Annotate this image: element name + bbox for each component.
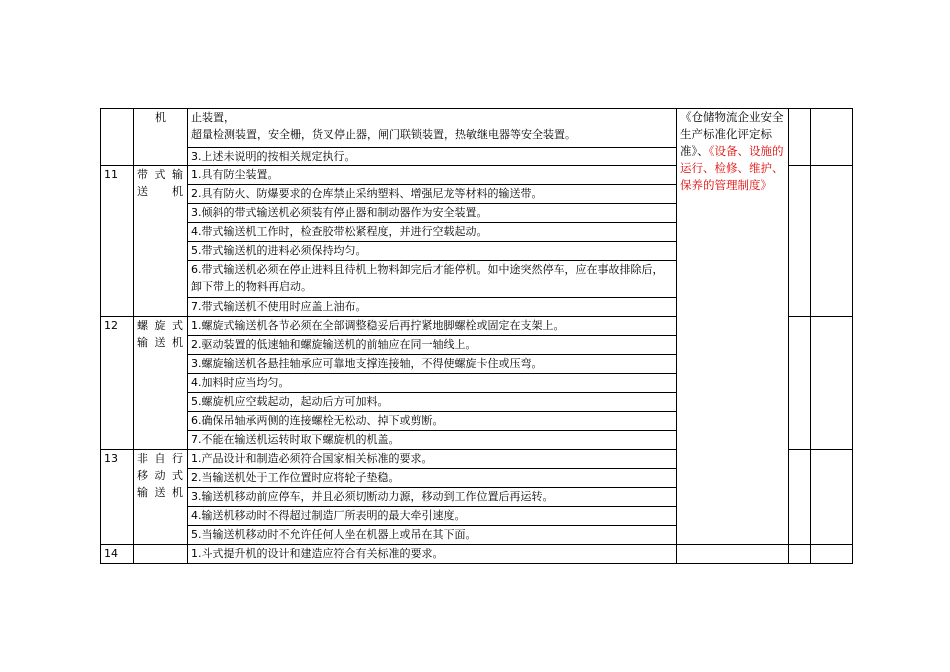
requirement-item: 2.当输送机处于工作位置时应将轮子垫稳。 [188, 469, 677, 488]
table-row [101, 545, 853, 564]
reference-management-system: 《设备、设施的运行、检修、维护、保养的管理制度》 [680, 144, 784, 192]
requirement-item: 3.上述未说明的按相关规定执行。 [188, 148, 677, 166]
requirement-item: 4.带式输送机工作时，检查胶带松紧程度，并进行空载起动。 [188, 223, 677, 242]
equipment-name-cell [134, 545, 188, 564]
requirement-item: 1.具有防尘装置。 [188, 166, 677, 185]
equipment-name-cell [134, 166, 188, 317]
row-number-cell: 12 [101, 317, 134, 450]
requirement-item: 1.斗式提升机的设计和建造应符合有关标准的要求。 [188, 545, 677, 564]
requirement-item: 6.确保吊轴承两侧的连接螺栓无松动、掉下或剪断。 [188, 412, 677, 431]
requirement-item: 1.产品设计和制造必须符合国家相关标准的要求。 [188, 450, 677, 469]
blank-remark-cell [811, 166, 853, 317]
blank-check-cell [789, 545, 811, 564]
equipment-name: 带式输送机 [137, 168, 184, 198]
requirement-item: 4.输送机移动时不得超过制造厂所表明的最大牵引速度。 [188, 507, 677, 526]
blank-check-cell [789, 166, 811, 317]
requirement-item: 止装置， 超量检测装置，安全栅，货叉停止器，闸门联锁装置，热敏继电器等安全装置。 [188, 109, 677, 148]
requirement-item: 4.加料时应当均匀。 [188, 374, 677, 393]
requirement-item: 5.当输送机移动时不允许任何人坐在机器上或吊在其下面。 [188, 526, 677, 545]
table-row [101, 109, 853, 148]
requirement-item: 3.输送机移动前应停车，并且必须切断动力源，移动到工作位置后再运转。 [188, 488, 677, 507]
requirement-item: 3.倾斜的带式输送机必须装有停止器和制动器作为安全装置。 [188, 204, 677, 223]
blank-remark-cell [811, 545, 853, 564]
blank-check-cell [789, 317, 811, 450]
requirement-item: 5.带式输送机的进料必须保持均匀。 [188, 242, 677, 261]
requirement-item: 1.螺旋式输送机各节必须在全部调整稳妥后再拧紧地脚螺栓或固定在支架上。 [188, 317, 677, 336]
blank-check-cell [789, 109, 811, 166]
blank-check-cell [789, 450, 811, 545]
requirement-item: 3.螺旋输送机各悬挂轴承应可靠地支撑连接轴，不得使螺旋卡住或压弯。 [188, 355, 677, 374]
standards-table [100, 108, 853, 564]
requirement-item: 7.不能在输送机运转时取下螺旋机的机盖。 [188, 431, 677, 450]
requirement-item: 5.螺旋机应空载起动，起动后方可加料。 [188, 393, 677, 412]
equipment-name-cell: 机 [134, 109, 188, 166]
requirement-item: 7.带式输送机不使用时应盖上油布。 [188, 298, 677, 317]
requirement-item: 6.带式输送机必须在停止进料且待机上物料卸完后才能停机。如中途突然停车，应在事故排除后，卸下带上的物料再启动。 [188, 261, 677, 298]
equipment-name: 非自行移动式输送机 [137, 452, 184, 499]
blank-remark-cell [811, 109, 853, 166]
row-number-cell: 14 [101, 545, 134, 564]
equipment-name-cell [134, 317, 188, 450]
equipment-name-cell [134, 450, 188, 545]
row-number-cell: 11 [101, 166, 134, 317]
reference-standard-cell [677, 545, 789, 564]
blank-remark-cell [811, 450, 853, 545]
requirement-item: 2.具有防火、防爆要求的仓库禁止采纳塑料、增强尼龙等材料的输送带。 [188, 185, 677, 204]
reference-standard-title: 《仓储物流企业安全生产标准化评定标准》、 [680, 110, 784, 158]
row-number-cell: 13 [101, 450, 134, 545]
row-number-cell [101, 109, 134, 166]
reference-standard-cell [677, 109, 789, 545]
blank-remark-cell [811, 317, 853, 450]
requirement-item: 2.驱动装置的低速轴和螺旋输送机的前轴应在同一轴线上。 [188, 336, 677, 355]
equipment-name: 螺旋式输送机 [137, 319, 184, 349]
